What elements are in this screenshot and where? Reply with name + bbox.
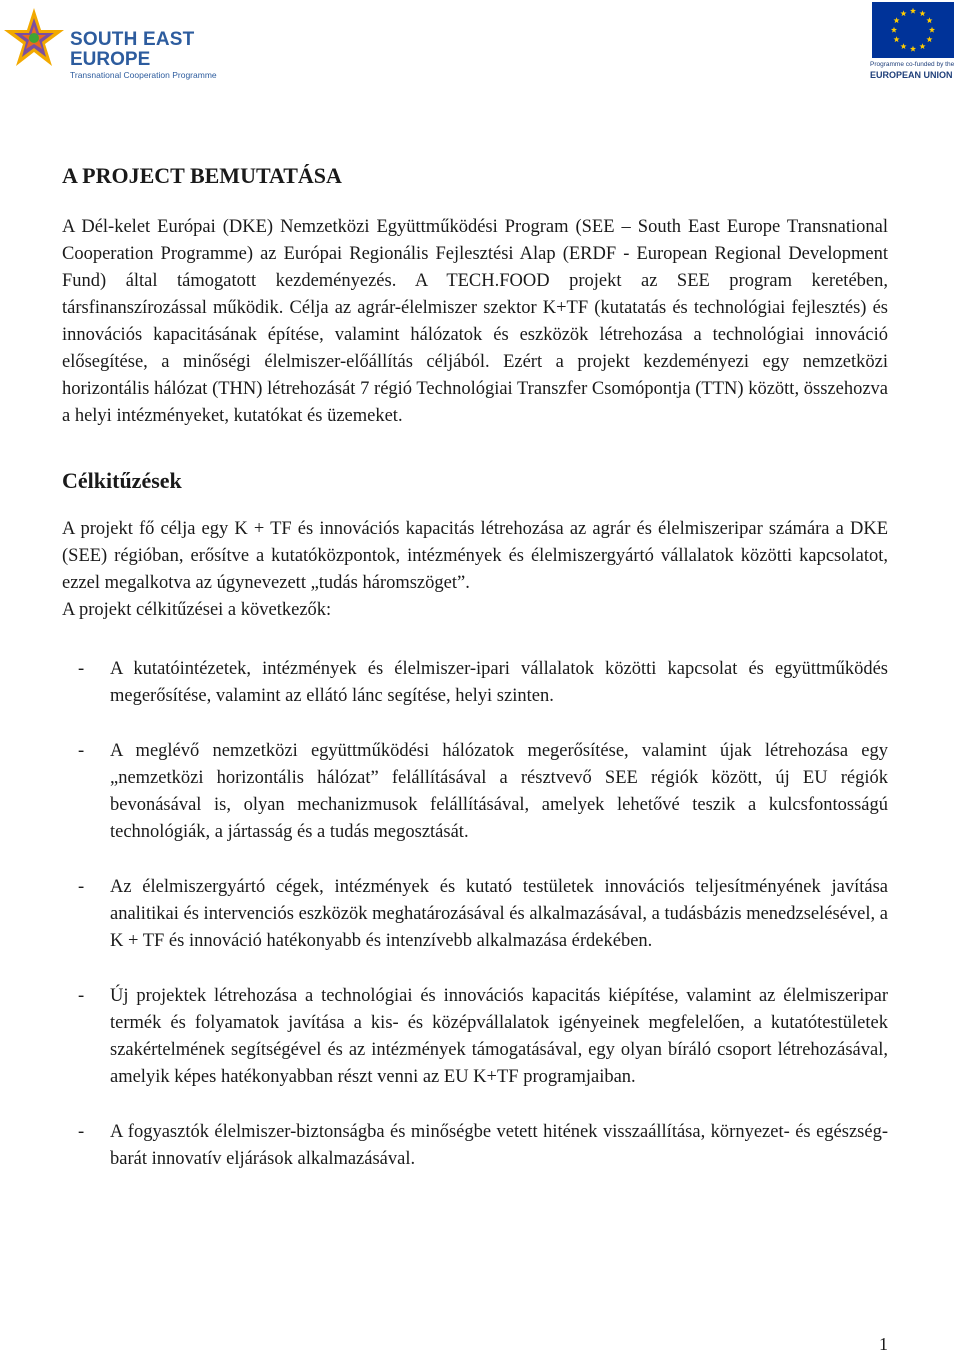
- page-number: 1: [879, 1334, 888, 1354]
- eu-caption-line2: EUROPEAN UNION: [870, 70, 953, 80]
- project-intro-paragraph: A Dél-kelet Európai (DKE) Nemzetközi Együttműködési Program (SEE – South East Europe Transnational Cooperation Programme) az Európai Regionális Fejlesztési Alap (ERDF - European Regional Development Fund) által támogatott kezdeményezés. A TECH.FOOD projekt az SEE program keretében, társfinanszírozással működik. Célja az agrár-élelmiszer szektor K+TF (kutatatás és technológiai fejlesztés) és innovációs kapacitásának építése, valamint hálózatok és eszközök létrehozása a technológiai innováció elősegítése, a minőségi élelmiszer-előállítás céljából. Ezért a projekt kezdeményezi egy nemzetközi horizontális hálózat (THN) létrehozását 7 régió Technológiai Transzfer Csomópontja (TTN) között, összehozva a helyi intézményeket, kutatókat és üzemeket.: [62, 217, 888, 426]
- list-item-text: Az élelmiszergyártó cégek, intézmények és kutató testületek innovációs teljesítményének javítása analitikai és intervenciós eszközök meghatározásával és alkalmazásával, a tudásbázis menedzselésével, a K + TF és innováció hatékonyabb és intenzívebb alkalmazása érdekében.: [110, 877, 888, 951]
- list-item-text: Új projektek létrehozása a technológiai és innovációs kapacitás kiépítése, valamint az élelmiszeripar termék és folyamatok javítása a kis- és középvállalatok igényeinek megfelelően, a kutatótestületek szakértelmének segítségével és az intézmények támogatásával, egy olyan bíráló csoport létrehozásával, amelyik képes hatékonyabban részt venni az EU K+TF programjaiban.: [110, 986, 888, 1087]
- section-title-project: A PROJECT BEMUTATÁSA: [62, 163, 342, 188]
- objectives-lead: A projekt célkitűzései a következők:: [62, 600, 332, 620]
- objectives-paragraph: A projekt fő célja egy K + TF és innovációs kapacitás létrehozása az agrár és élelmiszeripar számára a DKE (SEE) régióban, erősítve a kutatóközpontok, intézmények és élelmiszergyártó vállalatok közötti kapcsolatot, ezzel megalkotva az úgynevezett „tudás háromszöget”.: [62, 519, 888, 593]
- objectives-list: [62, 656, 888, 1173]
- list-bullet: -: [78, 741, 85, 761]
- eu-cofunding-logo: [868, 2, 958, 80]
- see-star-icon: [2, 6, 66, 70]
- list-item: [62, 656, 888, 710]
- eu-caption-line1: Programme co-funded by the: [870, 61, 955, 68]
- eu-flag-icon: [872, 2, 954, 58]
- see-programme-logo: [2, 2, 217, 80]
- list-bullet: -: [78, 659, 85, 679]
- list-item: [62, 983, 888, 1091]
- list-item-text: A kutatóintézetek, intézmények és élelmiszer-ipari vállalatok közötti kapcsolat és együttműködés megerősítése, valamint az ellátó lánc segítése, helyi szinten.: [110, 659, 888, 706]
- list-bullet: -: [78, 1122, 85, 1142]
- logo-title-line2: EUROPE: [70, 49, 151, 70]
- document-body: [62, 160, 888, 1201]
- list-bullet: -: [78, 877, 85, 897]
- page-header: [0, 0, 960, 90]
- section-title-objectives: Célkitűzések: [62, 468, 182, 493]
- list-bullet: -: [78, 986, 85, 1006]
- list-item-text: A fogyasztók élelmiszer-biztonságba és minőségbe vetett hitének visszaállítása, környezet- és egészség-barát innovatív eljárások alkalmazásával.: [110, 1122, 888, 1169]
- list-item: [62, 738, 888, 846]
- logo-subtitle: Transnational Cooperation Programme: [70, 70, 217, 80]
- list-item: [62, 874, 888, 955]
- list-item-text: A meglévő nemzetközi együttműködési hálózatok megerősítése, valamint újak létrehozása egy „nemzetközi horizontális hálózat” felállításával a résztvevő SEE régiók között, új EU régiók bevonásával is, olyan mechanizmusok felállításával, amelyek lehetővé teszik a kulcsfontosságú technológiák, a jártasság és a tudás megosztását.: [110, 741, 888, 842]
- list-item: [62, 1119, 888, 1173]
- logo-title-line1: SOUTH EAST: [70, 29, 195, 50]
